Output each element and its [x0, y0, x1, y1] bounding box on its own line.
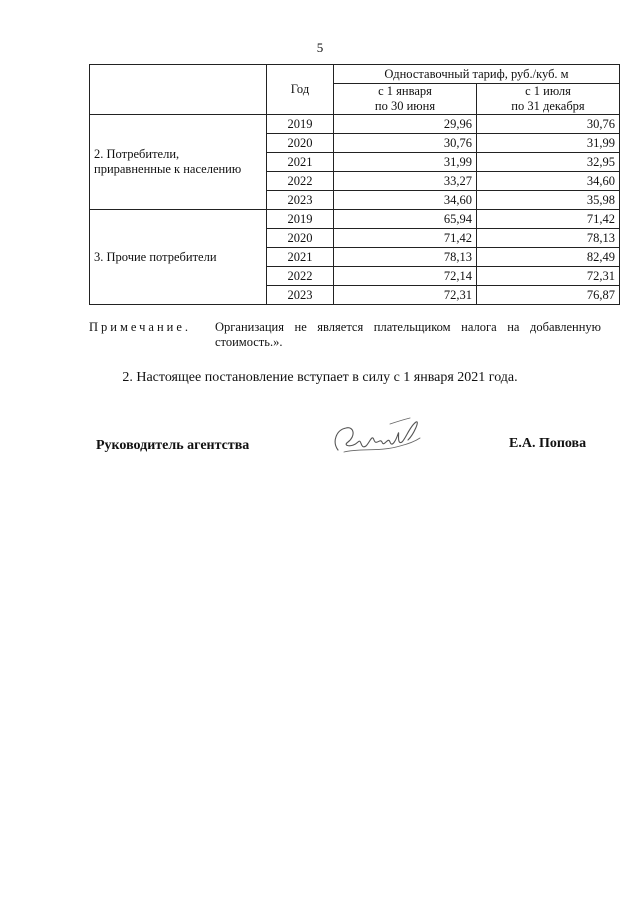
- tariff-h1-cell: 34,60: [334, 191, 477, 210]
- year-cell: 2021: [267, 248, 334, 267]
- tariff-h2-cell: 71,42: [477, 210, 620, 229]
- header-period-1: [334, 84, 477, 115]
- header-year: Год: [267, 65, 334, 115]
- year-cell: 2021: [267, 153, 334, 172]
- header-period-2: [477, 84, 620, 115]
- page-number: 5: [316, 40, 324, 55]
- tariff-h1-cell: 78,13: [334, 248, 477, 267]
- header-period-2-line1: с 1 июля: [525, 84, 571, 98]
- header-period-1-line2: по 30 июня: [374, 99, 436, 113]
- group-label-other-consumers: [90, 210, 267, 305]
- tariff-h1-cell: 71,42: [334, 229, 477, 248]
- handwritten-signature: [330, 412, 426, 460]
- header-period-1-line1: с 1 января: [378, 84, 432, 98]
- tariff-table: [89, 64, 620, 305]
- year-cell: 2022: [267, 267, 334, 286]
- tariff-h2-cell: 35,98: [477, 191, 620, 210]
- note-label: Примечание.: [89, 320, 192, 334]
- tariff-h1-cell: 33,27: [334, 172, 477, 191]
- year-cell: 2020: [267, 134, 334, 153]
- tariff-h1-cell: 31,99: [334, 153, 477, 172]
- tariff-h1-cell: 72,31: [334, 286, 477, 305]
- year-cell: 2019: [267, 115, 334, 134]
- table-header-row: [90, 65, 620, 84]
- year-cell: 2019: [267, 210, 334, 229]
- tariff-h2-cell: 31,99: [477, 134, 620, 153]
- signatory-title: Руководитель агентства: [96, 438, 250, 453]
- year-cell: 2023: [267, 286, 334, 305]
- tariff-h2-cell: 34,60: [477, 172, 620, 191]
- signatory-name: Е.А. Попова: [509, 436, 587, 451]
- year-cell: 2022: [267, 172, 334, 191]
- tariff-h2-cell: 72,31: [477, 267, 620, 286]
- header-tariff: Одноставочный тариф, руб./куб. м: [334, 65, 620, 84]
- year-cell: 2020: [267, 229, 334, 248]
- tariff-h2-cell: 30,76: [477, 115, 620, 134]
- tariff-h2-cell: 82,49: [477, 248, 620, 267]
- group-label-population-equivalent: [90, 115, 267, 210]
- table-row: [90, 210, 620, 229]
- tariff-h1-cell: 30,76: [334, 134, 477, 153]
- tariff-h2-cell: 76,87: [477, 286, 620, 305]
- effective-date-clause: 2. Настоящее постановление вступает в силу с 1 января 2021 года.: [122, 370, 518, 385]
- group-label-line1: 2. Потребители,: [94, 147, 180, 161]
- tariff-h1-cell: 29,96: [334, 115, 477, 134]
- tariff-h1-cell: 72,14: [334, 267, 477, 286]
- note-text: [215, 320, 601, 350]
- table-row: [90, 115, 620, 134]
- tariff-h2-cell: 32,95: [477, 153, 620, 172]
- header-empty-cell: [90, 65, 267, 115]
- group-label-line2: приравненные к населению: [94, 162, 242, 176]
- tariff-h1-cell: 65,94: [334, 210, 477, 229]
- group-label-line1: 3. Прочие потребители: [94, 249, 217, 264]
- tariff-h2-cell: 78,13: [477, 229, 620, 248]
- header-period-2-line2: по 31 декабря: [511, 99, 585, 113]
- note-text-line1: Организация не является плательщиком налога на добавленную: [215, 320, 601, 334]
- note-text-line2: стоимость.».: [215, 335, 283, 349]
- year-cell: 2023: [267, 191, 334, 210]
